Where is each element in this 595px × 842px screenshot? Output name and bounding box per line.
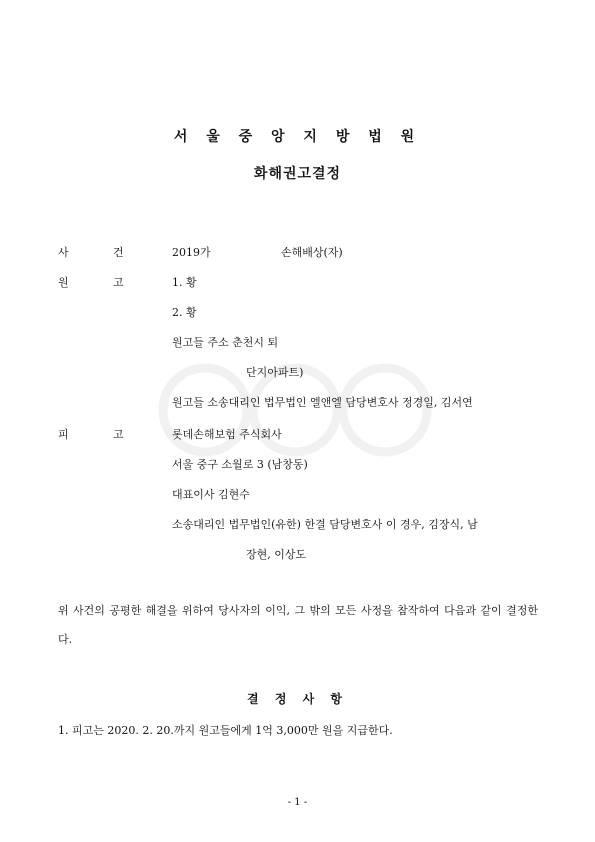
- case-label-char-1: 사: [58, 246, 69, 259]
- defendant-label-char-2: 고: [113, 428, 124, 441]
- defendant-counsel-cont: 장현, 이상도: [246, 548, 307, 561]
- plaintiff-line: 2. 황: [172, 306, 197, 319]
- defendant-name: 롯데손해보험 주식회사: [172, 428, 282, 441]
- plaintiff-line: 1. 황: [172, 276, 197, 289]
- case-name: 손해배상(자): [281, 246, 343, 259]
- intro-paragraph: 위 사건의 공평한 해결을 위하여 당사자의 이익, 그 밖의 모든 사정을 참작하여 다음과 같이 결정한다.: [58, 604, 538, 646]
- document-title: 화해권고결정: [253, 166, 342, 182]
- plaintiff-label-char-1: 원: [58, 276, 69, 289]
- page-number: - 1 -: [287, 797, 308, 808]
- plaintiff-address: 원고들 주소 춘천시 퇴: [172, 336, 279, 349]
- plaintiff-label-char-2: 고: [113, 276, 124, 289]
- defendant-label-char-1: 피: [58, 428, 69, 441]
- plaintiff-address-cont: 단지아파트): [246, 366, 304, 379]
- defendant-representative: 대표이사 김현수: [172, 488, 250, 501]
- defendant-address: 서울 중구 소월로 3 (남창동): [172, 458, 308, 471]
- case-label-char-2: 건: [113, 246, 124, 259]
- decision-section-title: 결 정 사 항: [247, 692, 348, 706]
- plaintiff-counsel: 원고들 소송대리인 법무법인 엘앤엘 담당변호사 정경일, 김서연: [172, 396, 473, 409]
- defendant-counsel: 소송대리인 법무법인(유한) 한결 담당변호사 이 경우, 김장식, 남: [172, 518, 478, 531]
- decision-item: 1. 피고는 2020. 2. 20.까지 원고들에게 1억 3,000만 원을 지급한다.: [58, 724, 393, 737]
- case-number: 2019가: [172, 246, 211, 259]
- court-name: 서 울 중 앙 지 방 법 원: [173, 129, 422, 145]
